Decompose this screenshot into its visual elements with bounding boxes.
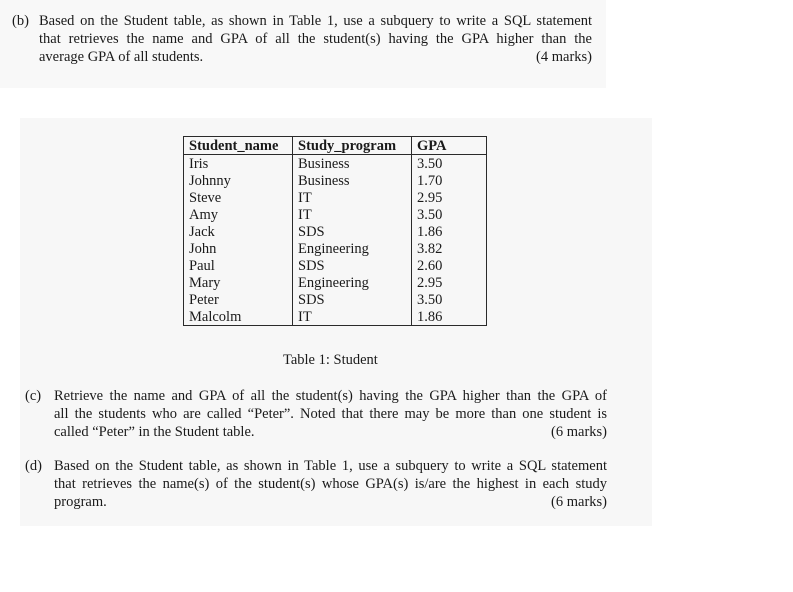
cell-program: SDS (293, 291, 412, 308)
cell-name: Peter (184, 291, 293, 308)
cell-gpa: 3.82 (412, 240, 487, 257)
question-b-line-3: average GPA of all students. (39, 49, 204, 65)
cell-name: Iris (184, 155, 293, 173)
header-student-name: Student_name (184, 137, 293, 155)
cell-name: John (184, 240, 293, 257)
table-caption: Table 1: Student (283, 352, 378, 368)
table-row (184, 291, 487, 308)
cell-program: IT (293, 206, 412, 223)
question-c-marks: (6 marks) (551, 424, 607, 440)
cell-gpa: 3.50 (412, 291, 487, 308)
cell-gpa: 1.70 (412, 172, 487, 189)
cell-gpa: 3.50 (412, 155, 487, 173)
cell-program: SDS (293, 257, 412, 274)
cell-program: Business (293, 172, 412, 189)
cell-program: Engineering (293, 274, 412, 291)
table-header-row (184, 137, 487, 155)
question-d-line-1: Based on the Student table, as shown in Table 1, use a subquery to write a SQL statement (54, 458, 607, 474)
question-c-line-2: all the students who are called “Peter”. Noted that there may be more than one student is (54, 406, 607, 422)
cell-program: SDS (293, 223, 412, 240)
question-c-line-1: Retrieve the name and GPA of all the student(s) having the GPA higher than the GPA of (54, 388, 607, 404)
cell-program: Business (293, 155, 412, 173)
cell-name: Steve (184, 189, 293, 206)
question-d-line-3: program. (54, 494, 107, 510)
table-row (184, 206, 487, 223)
question-b-label: (b) (12, 13, 29, 29)
cell-gpa: 1.86 (412, 308, 487, 326)
cell-name: Jack (184, 223, 293, 240)
header-gpa: GPA (412, 137, 487, 155)
cell-name: Johnny (184, 172, 293, 189)
cell-name: Malcolm (184, 308, 293, 326)
question-d-line-2: that retrieves the name(s) of the student(s) whose GPA(s) is/are the highest in each study (54, 476, 607, 492)
cell-name: Mary (184, 274, 293, 291)
question-b (12, 12, 592, 68)
cell-name: Paul (184, 257, 293, 274)
cell-program: IT (293, 308, 412, 326)
cell-gpa: 3.50 (412, 206, 487, 223)
question-b-line-2: that retrieves the name and GPA of all the student(s) having the GPA higher than the (39, 31, 592, 47)
table-row (184, 155, 487, 173)
cell-name: Amy (184, 206, 293, 223)
question-c-label: (c) (25, 388, 42, 404)
cell-program: Engineering (293, 240, 412, 257)
question-c-line-3: called “Peter” in the Student table. (54, 424, 255, 440)
question-d-marks: (6 marks) (551, 494, 607, 510)
table-row (184, 172, 487, 189)
question-b-marks: (4 marks) (536, 49, 592, 65)
question-c (25, 387, 607, 443)
question-b-line-1: Based on the Student table, as shown in Table 1, use a subquery to write a SQL statement (39, 13, 592, 29)
cell-gpa: 1.86 (412, 223, 487, 240)
table-row (184, 308, 487, 326)
cell-program: IT (293, 189, 412, 206)
table-row (184, 257, 487, 274)
question-d (25, 457, 607, 513)
student-table (183, 136, 487, 326)
cell-gpa: 2.60 (412, 257, 487, 274)
table-row (184, 223, 487, 240)
table-row (184, 274, 487, 291)
question-d-label: (d) (25, 458, 42, 474)
table-row (184, 189, 487, 206)
header-study-program: Study_program (293, 137, 412, 155)
cell-gpa: 2.95 (412, 189, 487, 206)
cell-gpa: 2.95 (412, 274, 487, 291)
table-row (184, 240, 487, 257)
